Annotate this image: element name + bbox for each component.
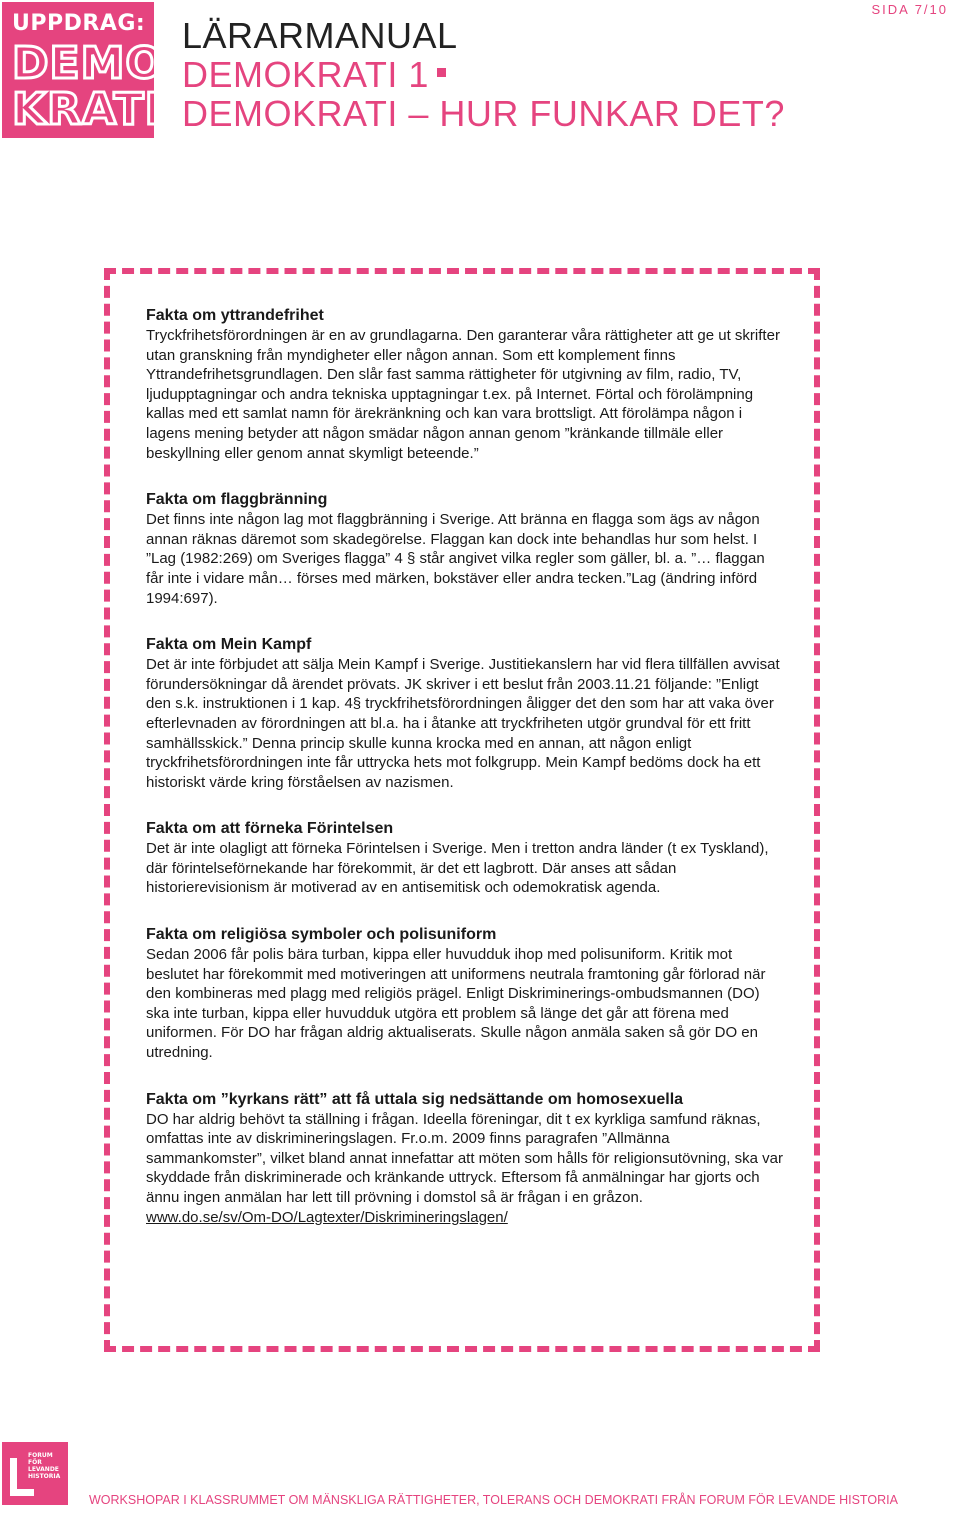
section-religiosa-symboler [146, 925, 786, 1063]
section-heading: Fakta om religiösa symboler och polisuniform [146, 926, 497, 944]
logo-line-2: DEMO [12, 38, 164, 89]
section-body: DO har aldrig behövt ta ställning i frågan. Ideella föreningar, dit t ex kyrkliga samfund räknas, omfattas inte av diskrimineringslagen. Fr.o.m. 2009 finns paragrafen ”Allmänna sammankomster”, vilket bland annat innefattar att möten som hålls för religionsutövning, ska var skyddade från diskriminerade och kränkande uttryck. Eftersom få anmälningar har gjorts och ännu ingen anmälan har lett till prövning i domstol så är frågan i en gråzon. [146, 1110, 783, 1206]
section-yttrandefrihet [146, 306, 786, 463]
section-body: Det finns inte någon lag mot flaggbränning i Sverige. Att bränna en flagga som ägs av någon annan räknas däremot som skadegörelse. Flaggan kan dock inte behandlas hur som helst. I ”Lag (1982:269) om Sveriges flagga” 4 § står angivet vilka regler som gäller, bl. a. ”… flaggan får inte i vidare mån… förses med märken, bokstäver eller andra tecken.”Lag (ändring införd 1994:697). [146, 511, 765, 607]
page-subtitle [182, 55, 785, 94]
page-number: SIDA 7/10 [871, 2, 948, 17]
square-bullet-icon [437, 68, 446, 77]
forum-levande-historia-logo [2, 1442, 68, 1505]
logo-word-4: HISTORIA [28, 1473, 61, 1480]
logo-l-horizontal [10, 1489, 34, 1496]
logo-line-3: KRATI [12, 84, 162, 135]
section-heading: Fakta om att förneka Förintelsen [146, 820, 394, 838]
section-body: Sedan 2006 får polis bära turban, kippa eller huvudduk ihop med polisuniform. Kritik mot beslutet har förekommit med motiveringen att uniformens neutrala framtoning går förlorad när den kombineras med plagg med religiös prägel. Enligt Diskriminerings-ombudsmannen (DO) ska inte turban, kippa eller huvudduk utgöra ett problem så länge det går att förena med uniformen. För DO har frågan aldrig aktualiserats. Skulle någon anmäla saken så gör DO en utredning. [146, 946, 766, 1062]
section-heading: Fakta om ”kyrkans rätt” att få uttala sig nedsättande om homosexuella [146, 1090, 684, 1108]
fact-content [146, 306, 786, 1254]
section-kyrkans-ratt [146, 1090, 786, 1228]
section-body: Det är inte olagligt att förneka Förintelsen i Sverige. Men i tretton andra länder (t ex Tyskland), där förintelseförnekande har förekommit, är det ett lagbrott. Där anses att sådan historierevisionism är motiverad av en antisemitisk och odemokratisk agenda. [146, 840, 769, 897]
logo-line-1: UPPDRAG: [12, 11, 146, 36]
footer-text: WORKSHOPAR I KLASSRUMMET OM MÄNSKLIGA RÄTTIGHETER, TOLERANS OCH DEMOKRATI FRÅN FORUM FÖR LEVANDE HISTORIA [89, 1493, 898, 1507]
logo-word-1: FORUM [28, 1452, 53, 1459]
header [182, 16, 785, 133]
section-heading: Fakta om yttrandefrihet [146, 307, 324, 324]
subtitle-text: DEMOKRATI 1 [182, 54, 429, 95]
uppdrag-demokrati-logo [2, 2, 164, 138]
section-body: Det är inte förbjudet att sälja Mein Kampf i Sverige. Justitiekanslern har vid flera tillfällen avvisat förundersökningar då ärendet prövats. JK skriver i ett beslut från 2003.11.21 följande: ”Enligt den s.k. instruktionen i 1 kap. 4§ tryckfrihetsförordningen åligger det den som har att vaka över efterlevnaden av förordningen att bl.a. ha i åtanke att tryckfriheten utgör grundval för ett fritt samhällsskick.” Denna princip skulle kunna krocka med en annan, att någon enligt tryckfrihetsförordningen inte får uttrycka hets mot folkgrupp. Mein Kampf bedöms dock ha ett historiskt värde kring förståelsen av nazismen. [146, 656, 780, 791]
section-body: Tryckfrihetsförordningen är en av grundlagarna. Den garanterar våra rättigheter att ge ut skrifter utan granskning från myndigheter eller någon annan. Som ett komplement finns Yttrandefrihetsgrundlagen. Den slår fast samma rättigheter för utgivning av film, radio, TV, ljudupptagningar och andra tekniska upptagningar t.ex. på Internet. Förtal och förolämpning kallas med ett samlat namn för ärekränkning och kan vara brottsligt. Att förolämpa någon i lagens mening betyder att någon smädar någon annan genom ”kränkande tillmäle eller beskyllning eller genom annat skymligt beteende.” [146, 327, 780, 462]
section-mein-kampf [146, 635, 786, 792]
section-heading: Fakta om Mein Kampf [146, 636, 312, 654]
logo-word-3: LEVANDE [28, 1466, 59, 1473]
page-title: LÄRARMANUAL [182, 15, 458, 56]
section-forintelsen [146, 819, 786, 898]
section-flaggbranning [146, 490, 786, 608]
logo-word-2: FÖR [28, 1459, 42, 1466]
logo-text [28, 1452, 60, 1480]
do-law-link[interactable]: www.do.se/sv/Om-DO/Lagtexter/Diskrimineringslagen/ [146, 1208, 508, 1226]
section-heading: Fakta om flaggbränning [146, 491, 328, 509]
page-subtitle-2: DEMOKRATI – HUR FUNKAR DET? [182, 93, 785, 134]
